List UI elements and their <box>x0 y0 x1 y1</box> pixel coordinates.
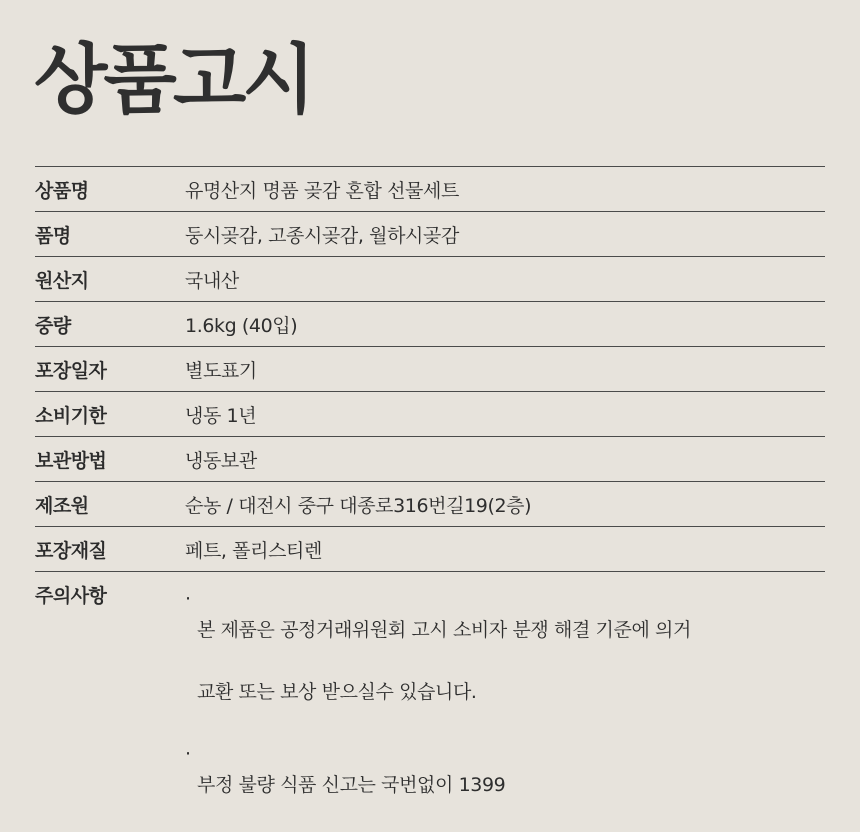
row-label: 원산지 <box>35 269 89 292</box>
row-label: 포장재질 <box>35 539 107 562</box>
row-label: 상품명 <box>35 179 89 202</box>
note-text <box>197 739 505 832</box>
note-line: 교환 또는 보상 받으실수 있습니다. <box>197 681 477 703</box>
row-value: 냉동 1년 <box>185 404 257 427</box>
row-label: 소비기한 <box>35 404 107 427</box>
notes-list <box>185 584 691 832</box>
row-label: 보관방법 <box>35 449 107 472</box>
note-item <box>185 584 691 739</box>
product-info-table <box>35 166 825 832</box>
table-row <box>35 212 825 257</box>
table-row <box>35 347 825 392</box>
row-label: 중량 <box>35 314 71 337</box>
notes-section <box>35 572 825 832</box>
row-value: 냉동보관 <box>185 449 257 472</box>
row-value: 순농 / 대전시 중구 대종로316번길19(2층) <box>185 494 532 517</box>
table-row <box>35 167 825 212</box>
note-line: 본 제품은 공정거래위원회 고시 소비자 분쟁 해결 기준에 의거 <box>197 619 691 641</box>
row-value: 국내산 <box>185 269 239 292</box>
table-row <box>35 437 825 482</box>
table-row <box>35 527 825 572</box>
note-line: 부정 불량 식품 신고는 국번없이 1399 <box>197 774 506 796</box>
bullet-icon: · <box>185 743 191 765</box>
table-row <box>35 302 825 347</box>
row-label: 포장일자 <box>35 359 107 382</box>
notes-label: 주의사항 <box>35 585 107 607</box>
row-value: 유명산지 명품 곶감 혼합 선물세트 <box>185 179 459 202</box>
bullet-icon: · <box>185 588 191 610</box>
row-value: 별도표기 <box>185 359 257 382</box>
note-text <box>197 584 691 739</box>
note-item <box>185 739 691 832</box>
row-value: 페트, 폴리스티렌 <box>185 539 322 562</box>
row-label: 제조원 <box>35 494 89 517</box>
page-title: 상품고시 <box>34 35 312 124</box>
table-row <box>35 392 825 437</box>
row-value: 둥시곶감, 고종시곶감, 월하시곶감 <box>185 224 459 247</box>
table-row <box>35 482 825 527</box>
table-row <box>35 257 825 302</box>
row-value: 1.6kg (40입) <box>185 314 298 337</box>
row-label: 품명 <box>35 224 71 247</box>
